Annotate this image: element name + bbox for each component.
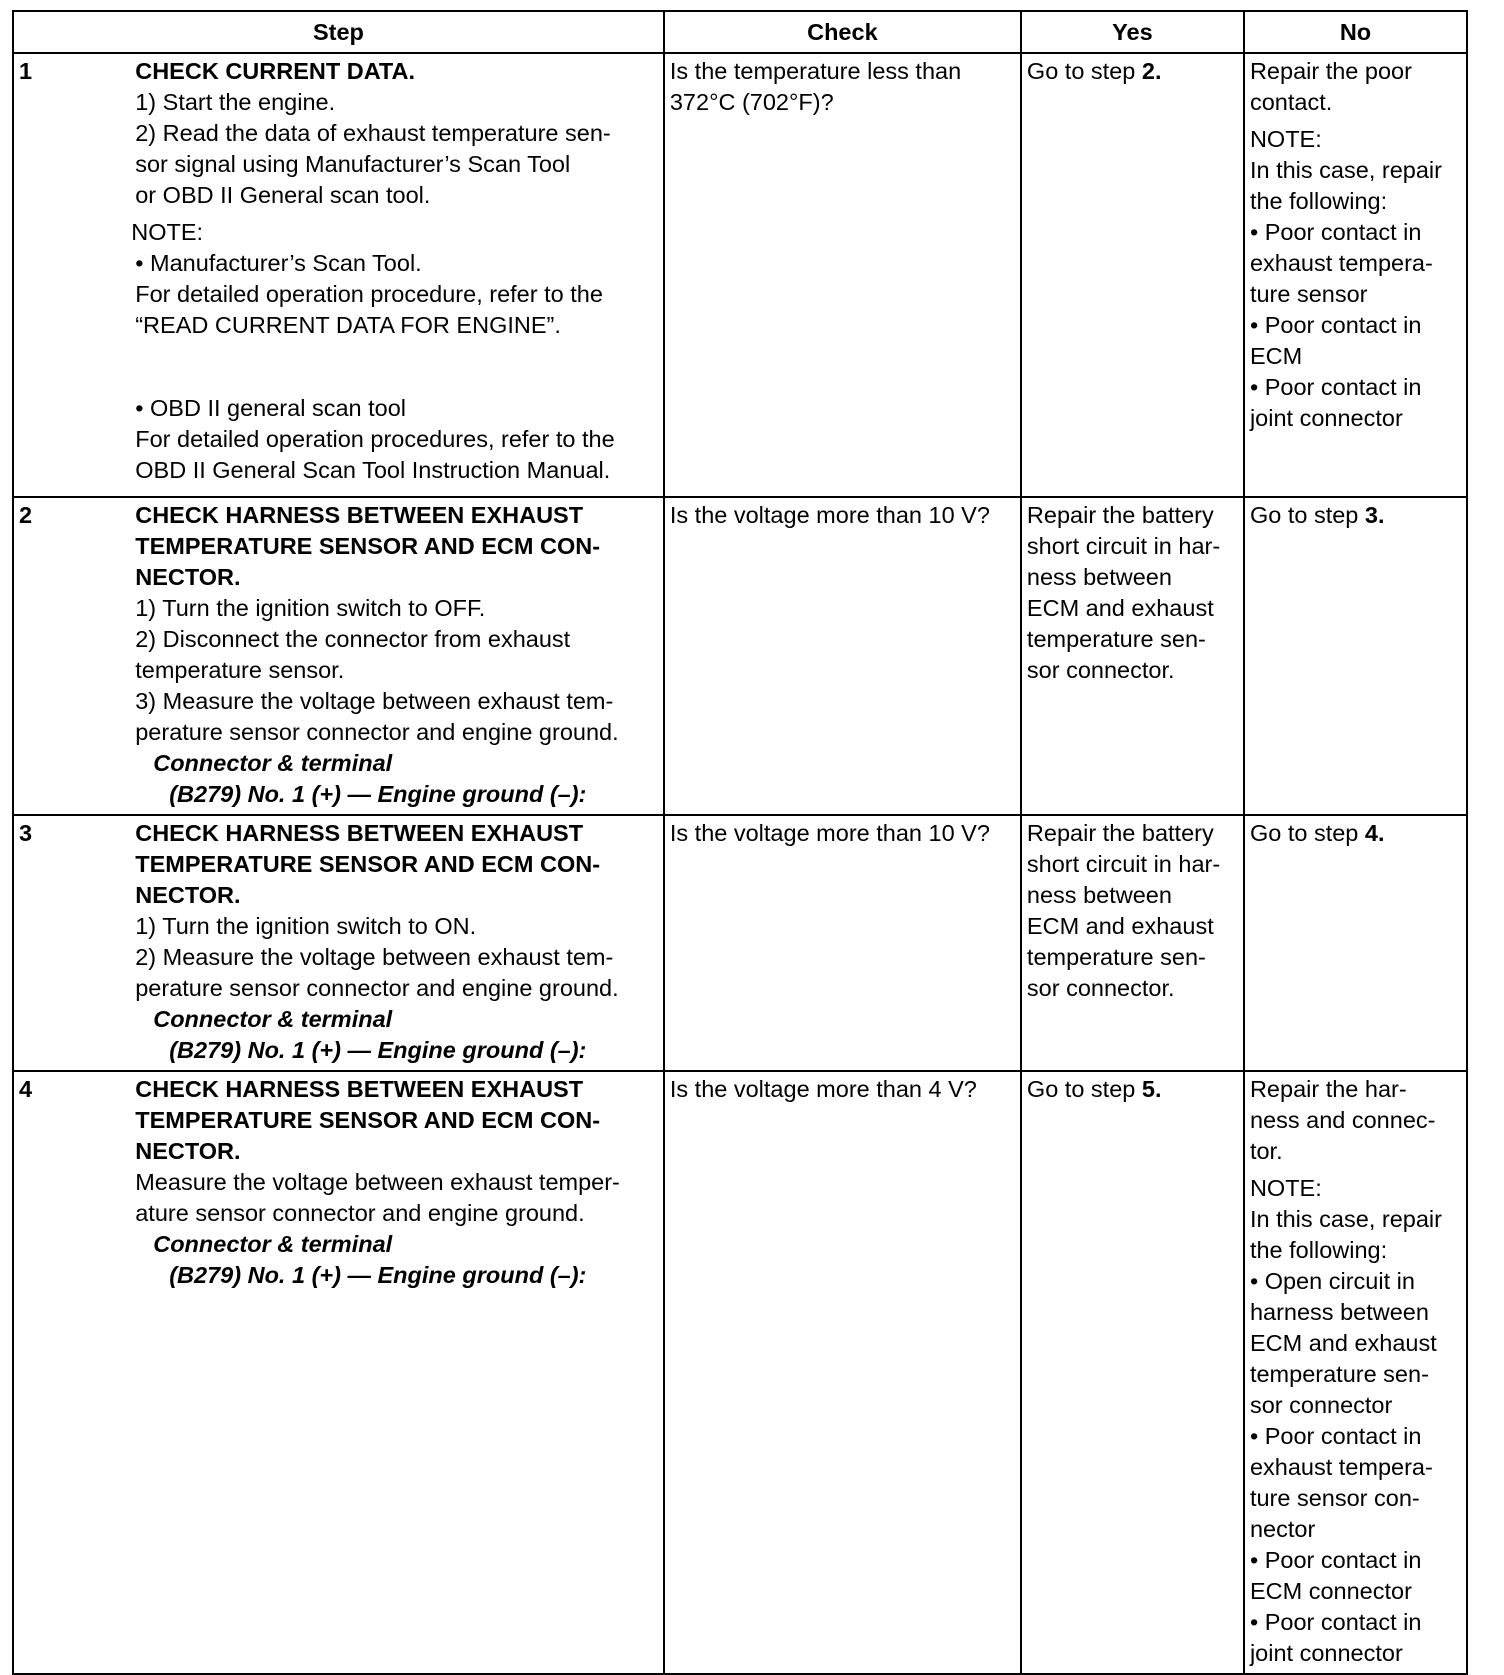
- header-step: Step: [13, 11, 664, 53]
- note-line: For detailed operation procedure, refer to the: [135, 281, 603, 307]
- note-line: exhaust tempera-: [1249, 1454, 1433, 1480]
- no-action: [1244, 1071, 1467, 1674]
- yes-action-line: short circuit in har-: [1026, 851, 1221, 877]
- step-number: 4: [13, 1071, 135, 1674]
- connector-terminal-value: (B279) No. 1 (+) — Engine ground (–):: [169, 781, 587, 807]
- note-line: • Poor contact in: [1249, 374, 1422, 400]
- yes-action-line: short circuit in har-: [1026, 533, 1221, 559]
- note-line: ECM connector: [1249, 1578, 1412, 1604]
- header-check: Check: [664, 11, 1021, 53]
- note-line: ECM: [1249, 343, 1303, 369]
- yes-action: [1021, 497, 1244, 815]
- no-action: [1244, 497, 1467, 815]
- yes-step-ref: 5.: [1141, 1076, 1162, 1102]
- note-line: In this case, repair: [1249, 1206, 1442, 1232]
- step-title-line: NECTOR.: [135, 564, 241, 590]
- step-procedure: [135, 815, 664, 1071]
- check-question: Is the voltage more than 10 V?: [664, 497, 1021, 815]
- check-question: Is the temperature less than 372°C (702°F)?: [664, 53, 1021, 497]
- note-line: For detailed operation procedures, refer to the: [135, 426, 615, 452]
- step-title: CHECK CURRENT DATA.: [135, 58, 416, 84]
- no-step-ref: 3.: [1364, 502, 1385, 528]
- note-line: the following:: [1249, 188, 1388, 214]
- yes-action-line: Repair the battery: [1026, 820, 1214, 846]
- procedure-line: temperature sensor.: [135, 657, 345, 683]
- procedure-line: 3) Measure the voltage between exhaust tem-: [135, 688, 614, 714]
- procedure-line: perature sensor connector and engine ground.: [135, 975, 619, 1001]
- procedure-line: 1) Turn the ignition switch to ON.: [135, 913, 477, 939]
- step-procedure: [131, 53, 664, 497]
- note-line: harness between: [1249, 1299, 1429, 1325]
- note-line: joint connector: [1249, 1640, 1403, 1666]
- note-line: “READ CURRENT DATA FOR ENGINE”.: [135, 312, 561, 338]
- no-action-line: contact.: [1249, 89, 1333, 115]
- table-row: [13, 1071, 1467, 1674]
- table-header-row: [13, 11, 1467, 53]
- connector-terminal-value: (B279) No. 1 (+) — Engine ground (–):: [169, 1262, 587, 1288]
- procedure-line: or OBD II General scan tool.: [135, 182, 431, 208]
- note-line: ture sensor: [1249, 281, 1368, 307]
- step-number: 2: [13, 497, 135, 815]
- procedure-line: 2) Disconnect the connector from exhaust: [135, 626, 571, 652]
- no-action-line: tor.: [1249, 1138, 1283, 1164]
- step-title-line: NECTOR.: [135, 1138, 241, 1164]
- note-line: • Poor contact in: [1249, 1547, 1422, 1573]
- note-block: [131, 217, 659, 486]
- yes-action-line: ness between: [1026, 882, 1172, 908]
- yes-step-ref: 2.: [1141, 58, 1162, 84]
- yes-action-line: temperature sen-: [1026, 626, 1206, 652]
- yes-action-line: ness between: [1026, 564, 1172, 590]
- step-title-line: CHECK HARNESS BETWEEN EXHAUST: [135, 1076, 584, 1102]
- yes-action: [1021, 815, 1244, 1071]
- note-block: [1250, 124, 1462, 434]
- yes-action: [1021, 53, 1244, 497]
- table-row: [13, 497, 1467, 815]
- connector-terminal-label: Connector & terminal: [153, 750, 393, 776]
- note-line: In this case, repair: [1249, 157, 1442, 183]
- note-label: NOTE:: [1249, 1175, 1322, 1201]
- note-line: • Poor contact in: [1249, 312, 1422, 338]
- step-procedure: [135, 497, 664, 815]
- note-line: sor connector: [1249, 1392, 1393, 1418]
- yes-action-text: Go to step: [1026, 1076, 1142, 1102]
- yes-action-line: Repair the battery: [1026, 502, 1214, 528]
- no-action: [1244, 53, 1467, 497]
- note-line: joint connector: [1249, 405, 1403, 431]
- table-row: [13, 815, 1467, 1071]
- no-action-text: Go to step: [1249, 820, 1365, 846]
- check-question: Is the voltage more than 10 V?: [664, 815, 1021, 1071]
- header-yes: Yes: [1021, 11, 1244, 53]
- procedure-line: Measure the voltage between exhaust temper-: [135, 1169, 620, 1195]
- note-line: • Manufacturer’s Scan Tool.: [135, 250, 422, 276]
- procedure-line: sor signal using Manufacturer’s Scan Tool: [135, 151, 571, 177]
- note-line: • Poor contact in: [1249, 219, 1422, 245]
- step-title-line: TEMPERATURE SENSOR AND ECM CON-: [135, 851, 601, 877]
- check-question: Is the voltage more than 4 V?: [664, 1071, 1021, 1674]
- note-line: ture sensor con-: [1249, 1485, 1420, 1511]
- procedure-line: 2) Measure the voltage between exhaust tem-: [135, 944, 614, 970]
- no-action-line: Repair the poor: [1249, 58, 1412, 84]
- yes-action-line: sor connector.: [1026, 975, 1175, 1001]
- note-line: nector: [1249, 1516, 1316, 1542]
- connector-terminal-value: (B279) No. 1 (+) — Engine ground (–):: [169, 1037, 587, 1063]
- diagnostic-table: [12, 10, 1468, 1675]
- yes-action-line: ECM and exhaust: [1026, 595, 1214, 621]
- connector-terminal-label: Connector & terminal: [153, 1006, 393, 1032]
- header-no: No: [1244, 11, 1467, 53]
- note-line: OBD II General Scan Tool Instruction Manual.: [135, 457, 611, 483]
- step-title-line: NECTOR.: [135, 882, 241, 908]
- note-line: exhaust tempera-: [1249, 250, 1433, 276]
- note-block: [1250, 1173, 1462, 1669]
- procedure-line: ature sensor connector and engine ground.: [135, 1200, 585, 1226]
- note-line: temperature sen-: [1249, 1361, 1429, 1387]
- no-action-line: ness and connec-: [1249, 1107, 1436, 1133]
- yes-action-line: sor connector.: [1026, 657, 1175, 683]
- note-label: NOTE:: [1249, 126, 1322, 152]
- no-step-ref: 4.: [1364, 820, 1385, 846]
- procedure-line: perature sensor connector and engine ground.: [135, 719, 619, 745]
- step-title-line: CHECK HARNESS BETWEEN EXHAUST: [135, 820, 584, 846]
- no-action-text: Go to step: [1249, 502, 1365, 528]
- no-action-line: Repair the har-: [1249, 1076, 1407, 1102]
- yes-action-line: temperature sen-: [1026, 944, 1206, 970]
- note-line: the following:: [1249, 1237, 1388, 1263]
- step-title-line: CHECK HARNESS BETWEEN EXHAUST: [135, 502, 584, 528]
- procedure-line: 2) Read the data of exhaust temperature sen-: [135, 120, 611, 146]
- note-line: • Poor contact in: [1249, 1423, 1422, 1449]
- note-label: NOTE:: [131, 219, 204, 245]
- step-number: 1: [13, 53, 135, 497]
- step-procedure: [135, 1071, 664, 1674]
- note-line: • Poor contact in: [1249, 1609, 1422, 1635]
- table-row: [13, 53, 1467, 497]
- procedure-line: 1) Turn the ignition switch to OFF.: [135, 595, 486, 621]
- diagnostic-procedure-document: [12, 10, 1468, 1675]
- note-line: ECM and exhaust: [1249, 1330, 1437, 1356]
- step-number: 3: [13, 815, 135, 1071]
- yes-action-line: ECM and exhaust: [1026, 913, 1214, 939]
- step-title-line: TEMPERATURE SENSOR AND ECM CON-: [135, 1107, 601, 1133]
- yes-action: [1021, 1071, 1244, 1674]
- note-line: • OBD II general scan tool: [135, 395, 407, 421]
- procedure-line: 1) Start the engine.: [135, 89, 336, 115]
- yes-action-text: Go to step: [1026, 58, 1142, 84]
- no-action: [1244, 815, 1467, 1071]
- connector-terminal-label: Connector & terminal: [153, 1231, 393, 1257]
- step-title-line: TEMPERATURE SENSOR AND ECM CON-: [135, 533, 601, 559]
- note-line: • Open circuit in: [1249, 1268, 1415, 1294]
